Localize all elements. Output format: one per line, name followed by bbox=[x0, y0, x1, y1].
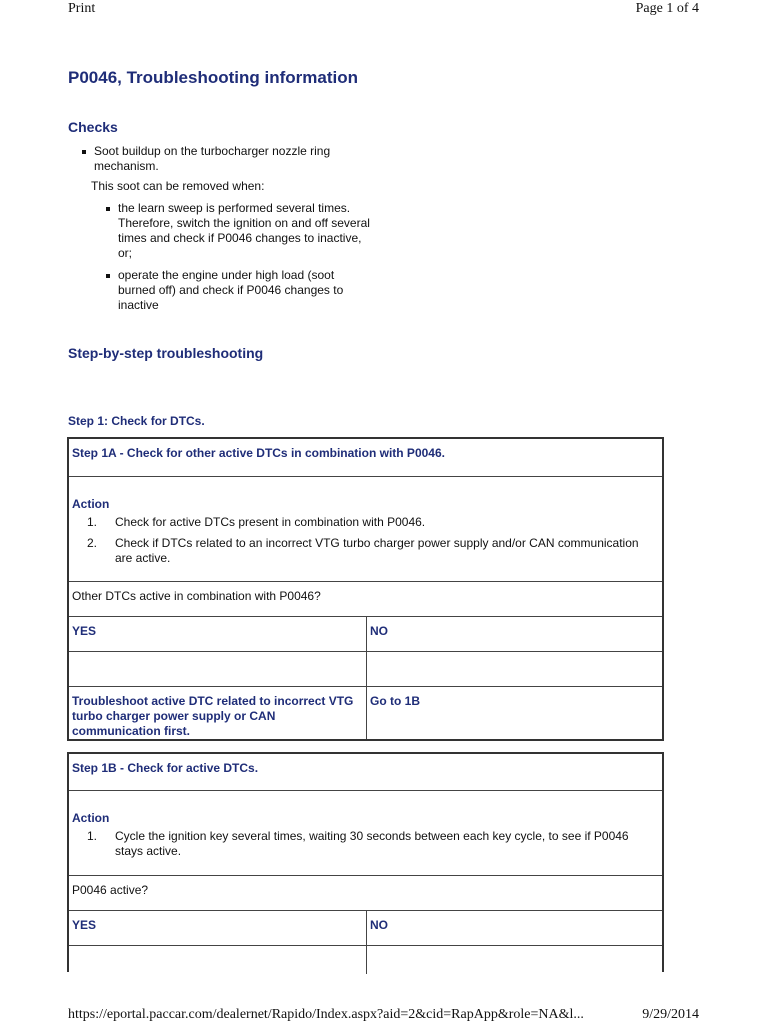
step1a-no-label: NO bbox=[370, 624, 388, 638]
action-item bbox=[72, 536, 659, 566]
step1b-heading: Step 1B - Check for active DTCs. bbox=[72, 761, 259, 775]
step1a-heading: Step 1A - Check for other active DTCs in combination with P0046. bbox=[72, 446, 445, 460]
action-number: 2. bbox=[87, 536, 98, 550]
step1a-question: Other DTCs active in combination with P0046? bbox=[72, 589, 321, 603]
action-item bbox=[72, 829, 659, 859]
step1b-empty-row bbox=[69, 945, 662, 974]
empty-cell bbox=[367, 946, 662, 974]
step1a-action-label: Action bbox=[72, 497, 110, 511]
checks-heading: Checks bbox=[68, 119, 118, 135]
checks-note-block bbox=[91, 179, 371, 200]
step1b-question: P0046 active? bbox=[72, 883, 149, 897]
step1b-no-label: NO bbox=[370, 918, 388, 932]
page-number: Page 1 of 4 bbox=[635, 1, 699, 16]
step1a-empty-row bbox=[69, 651, 662, 686]
step1b-action-label: Action bbox=[72, 811, 110, 825]
step1a-yes-no-row bbox=[69, 616, 662, 651]
step1a-action-row bbox=[69, 476, 662, 581]
checks-list bbox=[80, 144, 370, 181]
checks-subitem: the learn sweep is performed several times. Therefore, switch the ignition on and off several times and check if P0046 changes to inactive, or; bbox=[104, 201, 370, 261]
step1-label: Step 1: Check for DTCs. bbox=[68, 414, 205, 428]
step1b-header-row bbox=[69, 754, 662, 790]
step1a-question-row bbox=[69, 581, 662, 616]
step1b-question-row bbox=[69, 875, 662, 910]
action-item bbox=[72, 515, 659, 530]
step1a-header-row bbox=[69, 439, 662, 476]
checks-note: This soot can be removed when: bbox=[91, 179, 265, 193]
step1b-action-row bbox=[69, 790, 662, 875]
action-number: 1. bbox=[87, 829, 98, 843]
step1b-yes-label: YES bbox=[69, 911, 367, 945]
checks-sublist bbox=[104, 201, 370, 320]
action-text: Check if DTCs related to an incorrect VTG turbo charger power supply and/or CAN communication are active. bbox=[115, 536, 639, 565]
footer-date: 9/29/2014 bbox=[642, 1007, 699, 1022]
step1a-box bbox=[67, 437, 664, 741]
step1a-action-list bbox=[72, 515, 659, 566]
step1b-action-list bbox=[72, 829, 659, 859]
action-number: 1. bbox=[87, 515, 98, 529]
action-text: Check for active DTCs present in combination with P0046. bbox=[115, 515, 426, 529]
checks-item: Soot buildup on the turbocharger nozzle ring mechanism. bbox=[80, 144, 370, 174]
action-text: Cycle the ignition key several times, waiting 30 seconds between each key cycle, to see if P0046 stays active. bbox=[115, 829, 629, 858]
print-header-label: Print bbox=[68, 1, 96, 16]
footer-url[interactable]: https://eportal.paccar.com/dealernet/Rapido/Index.aspx?aid=2&cid=RapApp&role=NA&l... bbox=[68, 1007, 584, 1022]
empty-cell bbox=[367, 652, 662, 686]
empty-cell bbox=[69, 946, 367, 974]
step-by-step-heading: Step-by-step troubleshooting bbox=[68, 345, 264, 361]
step1b-yes-no-row bbox=[69, 910, 662, 945]
empty-cell bbox=[69, 652, 367, 686]
step1a-result-row bbox=[69, 686, 662, 739]
checks-subitem: operate the engine under high load (soot burned off) and check if P0046 changes to inactive bbox=[104, 268, 370, 313]
page-title: P0046, Troubleshooting information bbox=[68, 68, 358, 87]
step1a-no-result[interactable]: Go to 1B bbox=[370, 694, 420, 708]
step1b-box bbox=[67, 752, 664, 972]
step1a-yes-label: YES bbox=[69, 617, 367, 651]
step1a-yes-result: Troubleshoot active DTC related to incorrect VTG turbo charger power supply or CAN communication first. bbox=[69, 687, 367, 739]
